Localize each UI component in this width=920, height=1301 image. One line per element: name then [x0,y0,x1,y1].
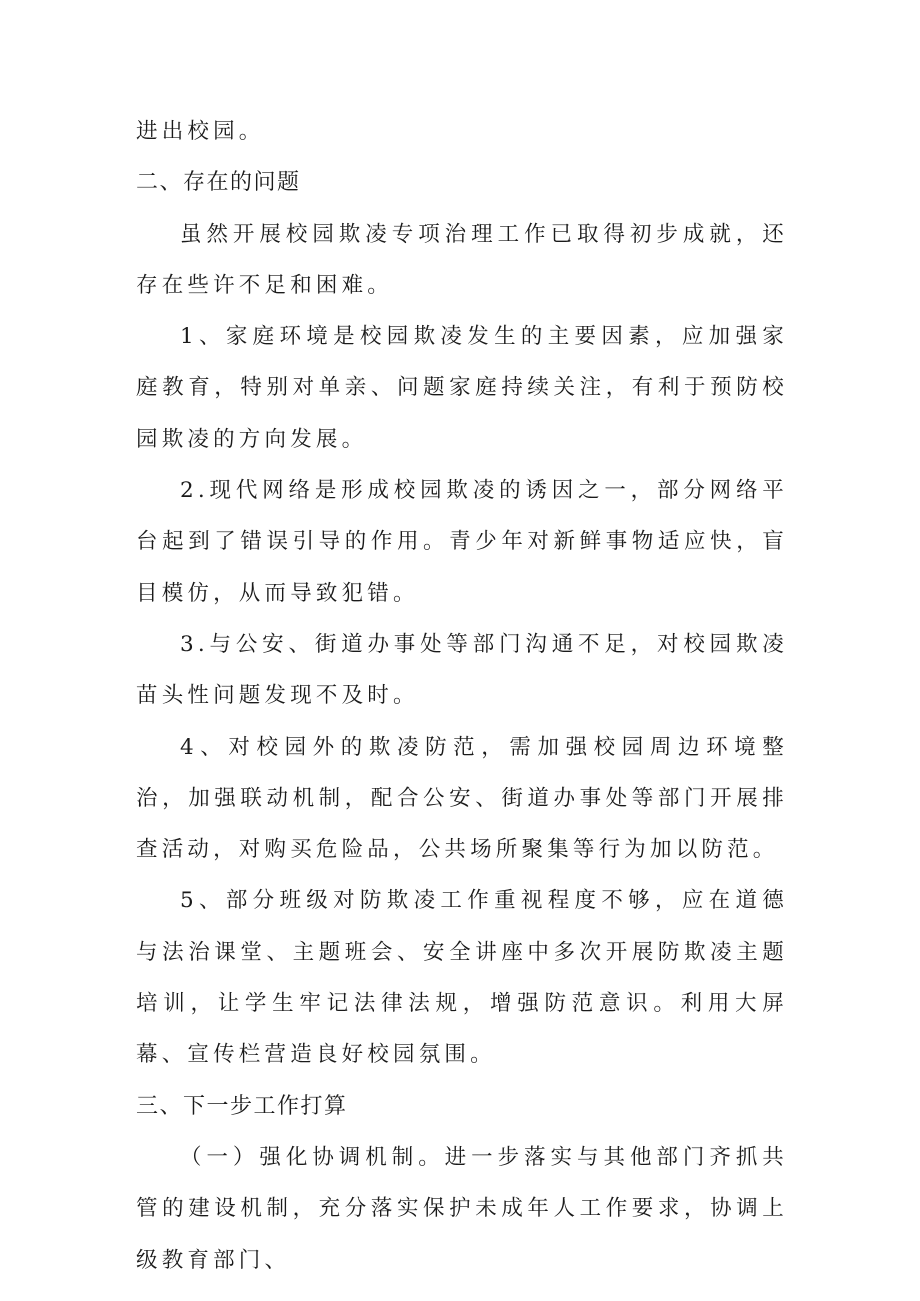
section-3-heading: 三、下一步工作打算 [136,1093,348,1119]
section-2-heading: 二、存在的问题 [136,170,301,196]
document-body [136,106,788,1286]
section-2-intro: 虽然开展校园欺凌专项治理工作已取得初步成就，还存在些许不足和困难。 [136,221,788,298]
continuation-paragraph: 进出校园。 [136,119,265,144]
problem-item-5: 5、部分班级对防欺凌工作重视程度不够，应在道德与法治课堂、主题班会、安全讲座中多次开展防欺凌主题培训，让学生牢记法律法规，增强防范意识。利用大屏幕、宣传栏营造良好校园氛围。 [136,888,788,1068]
problem-item-4: 4、对校园外的欺凌防范，需加强校园周边环境整治，加强联动机制，配合公安、街道办事处等部门开展排查活动，对购买危险品，公共场所聚集等行为加以防范。 [136,734,788,863]
problem-item-1: 1、家庭环境是校园欺凌发生的主要因素，应加强家庭教育，特别对单亲、问题家庭持续关注，有利于预防校园欺凌的方向发展。 [136,324,788,452]
problem-item-3: 3.与公安、街道办事处等部门沟通不足，对校园欺凌苗头性问题发现不及时。 [136,631,788,709]
plan-item-1: （一）强化协调机制。进一步落实与其他部门齐抓共管的建设机制，充分落实保护未成年人工作要求，协调上级教育部门、 [136,1144,788,1273]
problem-item-2: 2.现代网络是形成校园欺凌的诱因之一，部分网络平台起到了错误引导的作用。青少年对新鲜事物适应快，盲目模仿，从而导致犯错。 [136,478,788,606]
